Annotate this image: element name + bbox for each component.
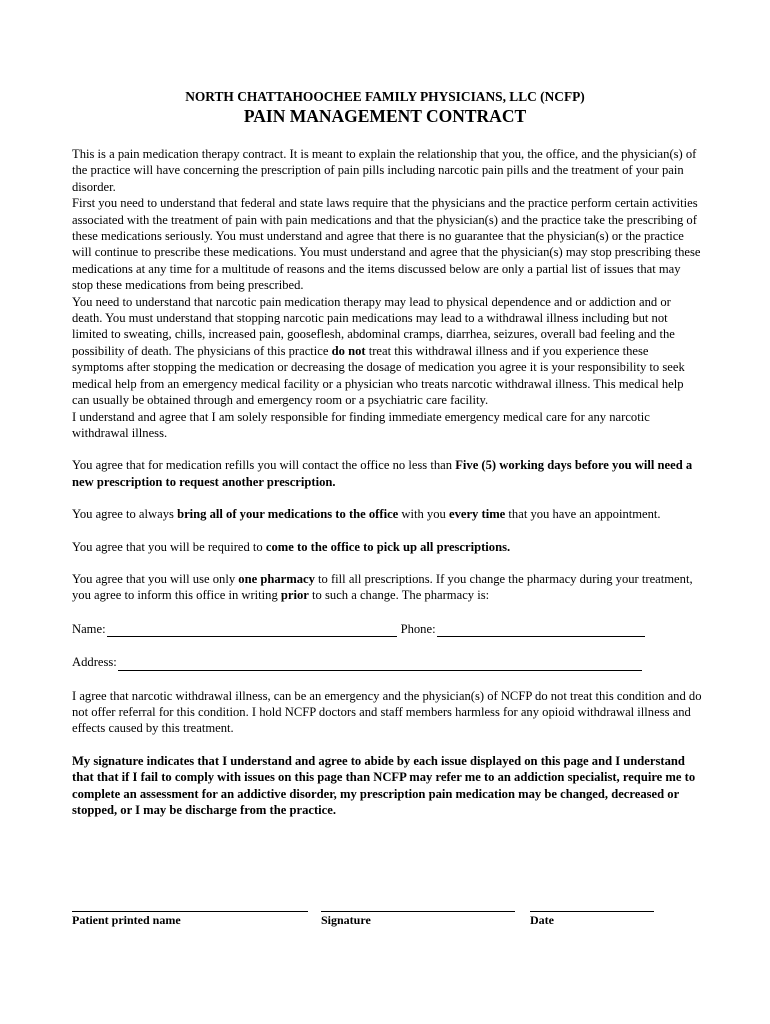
- contract-body: [72, 146, 702, 818]
- signature-line[interactable]: [321, 895, 515, 912]
- pharmacy-address-field[interactable]: [118, 658, 642, 671]
- laws-paragraph: First you need to understand that federal and state laws require that the physicians and the practice perform certain activities associated with the treatment of pain with pain medications and that the physician(s) and the practice take the prescribing of these medications seriously. You must understand and agree that there is no guarantee that the physician(s) or the practice will continue to prescribe these medications. You must understand and agree that the physician(s) may stop prescribing these medications at any time for a multitude of reasons and the items discussed below are only a partial list of issues that may stop these medications from being prescribed.: [72, 196, 701, 293]
- harmless-paragraph: I agree that narcotic withdrawal illness, can be an emergency and the physician(s) of NCFP do not treat this condition and do not offer referral for this condition. I hold NCFP doctors and staff members harmless for any opioid withdrawal illness and effects caused by this treatment.: [72, 688, 702, 736]
- pickup-paragraph: You agree that you will be required to come to the office to pick up all prescriptions.: [72, 539, 511, 554]
- address-label: Address:: [72, 655, 117, 670]
- patient-name-label: Patient printed name: [72, 913, 181, 927]
- signature-line-block: [321, 895, 515, 928]
- withdrawal-paragraph: You need to understand that narcotic pain medication therapy may lead to physical dependence and or addiction and or death. You must understand that stopping narcotic pain medications may lead to a withdrawal illness including but not limited to sweating, chills, increased pain, gooseflesh, abdominal cramps, diarrhea, seizures, overall bad feeling and the possibility of death. The physicians of this practice do not treat this withdrawal illness and if you experience these symptoms after stopping the medication or decreasing the dosage of medication you agree it is your responsibility to seek medical help from an emergency medical facility or a physician who treats narcotic withdrawal illness. This medical help can usually be obtained through and emergency room or a psychiatric care facility.: [72, 294, 685, 408]
- date-block: [530, 895, 654, 928]
- date-label: Date: [530, 913, 554, 927]
- refills-paragraph: You agree that for medication refills you will contact the office no less than Five (5) working days before you will need a new prescription to request another prescription.: [72, 458, 693, 489]
- date-line[interactable]: [530, 895, 654, 912]
- pharmacy-name-row: [72, 621, 702, 637]
- name-label: Name:: [72, 621, 106, 636]
- pharmacy-phone-field[interactable]: [437, 624, 645, 637]
- signature-statement: My signature indicates that I understand and agree to abide by each issue displayed on this page and I understand that that if I fail to comply with issues on this page than NCFP may refer me to an addiction specialist, require me to complete an assessment for an addictive disorder, my prescription pain medication may be changed, decreased or stopped, or I may be discharge from the practice.: [72, 753, 696, 817]
- signature-label: Signature: [321, 913, 371, 927]
- bring-medications-paragraph: You agree to always bring all of your medications to the office with you every time that you have an appointment.: [72, 507, 661, 522]
- intro-paragraph: This is a pain medication therapy contract. It is meant to explain the relationship that you, the office, and the physician(s) of the practice will have concerning the prescription of pain pills including narcotic pain pills and the treatment of your pain disorder.: [72, 147, 697, 194]
- responsibility-paragraph: I understand and agree that I am solely responsible for finding immediate emergency medical care for any narcotic withdrawal illness.: [72, 409, 650, 440]
- contract-title: PAIN MANAGEMENT CONTRACT: [243, 106, 527, 126]
- patient-name-line[interactable]: [72, 895, 308, 912]
- signature-block: [72, 895, 672, 935]
- patient-name-block: [72, 895, 308, 928]
- phone-label: Phone:: [400, 621, 436, 636]
- organization-name: NORTH CHATTAHOOCHEE FAMILY PHYSICIANS, LLC (NCFP): [185, 89, 585, 104]
- pharmacy-name-field[interactable]: [107, 624, 397, 637]
- pharmacy-address-row: [72, 654, 702, 670]
- pharmacy-paragraph: You agree that you will use only one pharmacy to fill all prescriptions. If you change the pharmacy during your treatment, you agree to inform this office in writing prior to such a change. The pharmacy is:: [72, 571, 693, 603]
